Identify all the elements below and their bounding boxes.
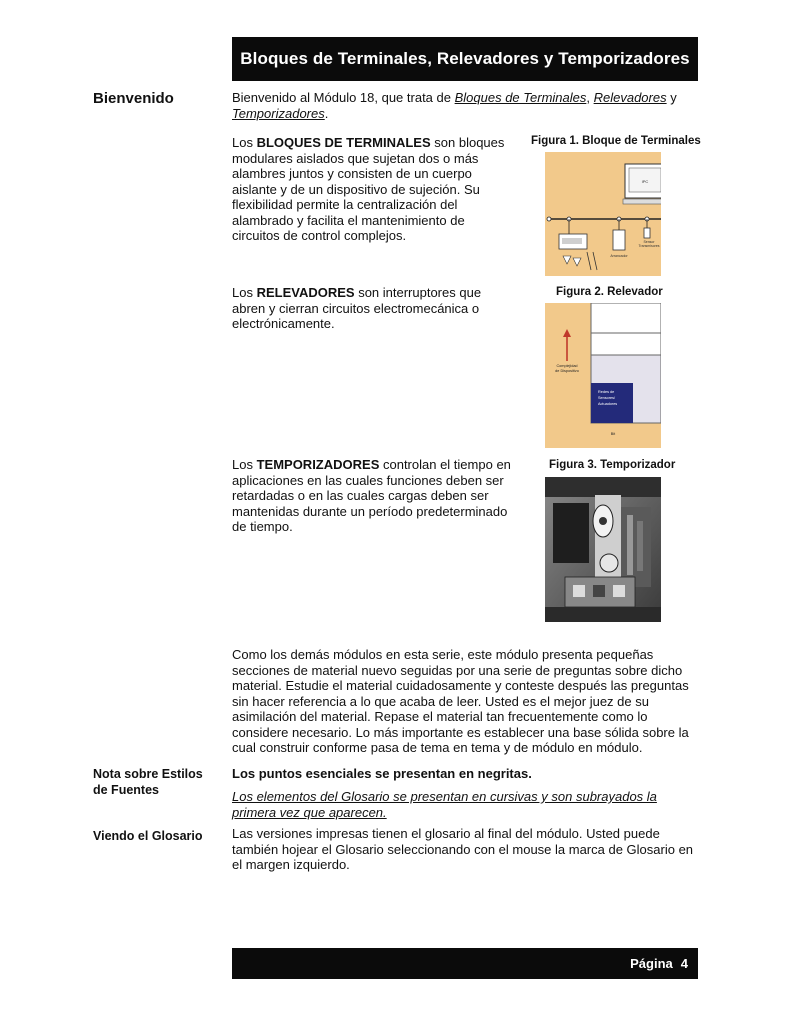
figure-3-timer bbox=[545, 477, 661, 622]
svg-text:Bit: Bit bbox=[610, 432, 616, 436]
terminal-block-illustration bbox=[545, 152, 661, 276]
relays-paragraph: Los RELEVADORES son interruptores que abren y cierran circuitos electromecánica o electrónicamente. bbox=[232, 285, 482, 331]
figure-1-terminal-block bbox=[545, 152, 661, 276]
figure-2-relay bbox=[545, 303, 661, 448]
svg-text:Actuadores: Actuadores bbox=[598, 402, 618, 406]
svg-text:IPC: IPC bbox=[641, 179, 649, 184]
timers-paragraph: Los TEMPORIZADORES controlan el tiempo en aplicaciones en las cuales funciones deben ser retardadas o en las cuales cargas deben ser mantenidas durante un período predeterminado de tiempo. bbox=[232, 457, 511, 534]
glossary-link-relays[interactable]: Relevadores bbox=[593, 90, 667, 105]
svg-text:de Dispositivo: de Dispositivo bbox=[555, 369, 579, 373]
figure-1-caption: Figura 1. Bloque de Terminales bbox=[531, 135, 701, 147]
glossary-paragraph: Las versiones impresas tienen el glosario al final del módulo. Usted puede también hojear el Glosario seleccionando con el mouse la marca de Glosario en el margen izquierdo. bbox=[232, 826, 694, 872]
figure-2-caption: Figura 2. Relevador bbox=[556, 286, 663, 298]
section-label-font-note: Nota sobre Estilos de Fuentes bbox=[93, 767, 203, 797]
page-header bbox=[232, 37, 698, 81]
svg-text:Sensor: Sensor bbox=[643, 240, 655, 244]
glossary-link-terminal-blocks[interactable]: Bloques de Terminales bbox=[454, 90, 587, 105]
section-label-welcome: Bienvenido bbox=[93, 90, 174, 107]
timer-photo-illustration bbox=[545, 477, 661, 622]
svg-text:Sensores/: Sensores/ bbox=[598, 396, 616, 400]
glossary-link-timers[interactable]: Temporizadores bbox=[232, 105, 325, 121]
bold-style-note: Los puntos esenciales se presentan en negritas. bbox=[232, 766, 532, 781]
page-number: 4 bbox=[680, 956, 688, 971]
page-label: Página bbox=[630, 956, 673, 971]
italic-style-note: Los elementos del Glosario se presentan en cursivas y son subrayados la primera vez que aparecen. bbox=[232, 789, 657, 820]
svg-text:Transmisores: Transmisores bbox=[638, 244, 660, 248]
relay-illustration bbox=[545, 303, 661, 448]
intro-paragraph: Bienvenido al Módulo 18, que trata de Bloques de Terminales, Relevadores y Temporizadores. bbox=[232, 90, 677, 121]
page-title: Bloques de Terminales, Relevadores y Temporizadores bbox=[240, 49, 690, 68]
module-intro-paragraph: Como los demás módulos en esta serie, este módulo presenta pequeñas secciones de material nuevo seguidas por una serie de preguntas sobre dicho material. Estudie el material cuidadosamente y conteste después las preguntas sin hacer referencia a lo que acaba de leer. Usted es el mejor juez de su asimilación del material. Repase el material tan frecuentemente como lo considere necesario. Lo más importante es establecer una base sólida sobre la cual construir conforme pasa de tema en tema y de módulo en módulo. bbox=[232, 647, 689, 755]
terminal-blocks-paragraph: Los BLOQUES DE TERMINALES son bloques modulares aislados que sujetan dos o más alambres juntos y consisten de un cuerpo aislante y de un dispositivo de sujeción. Su flexibilidad permite la centralización del alambrado y facilita el mantenimiento de circuitos de control complejos. bbox=[232, 135, 505, 243]
svg-text:Complejidad: Complejidad bbox=[556, 364, 578, 368]
svg-text:Arrancador: Arrancador bbox=[610, 254, 628, 258]
section-label-glossary: Viendo el Glosario bbox=[93, 829, 203, 843]
figure-3-caption: Figura 3. Temporizador bbox=[549, 459, 676, 471]
page-footer bbox=[232, 948, 698, 979]
svg-text:Redes de: Redes de bbox=[598, 390, 615, 394]
